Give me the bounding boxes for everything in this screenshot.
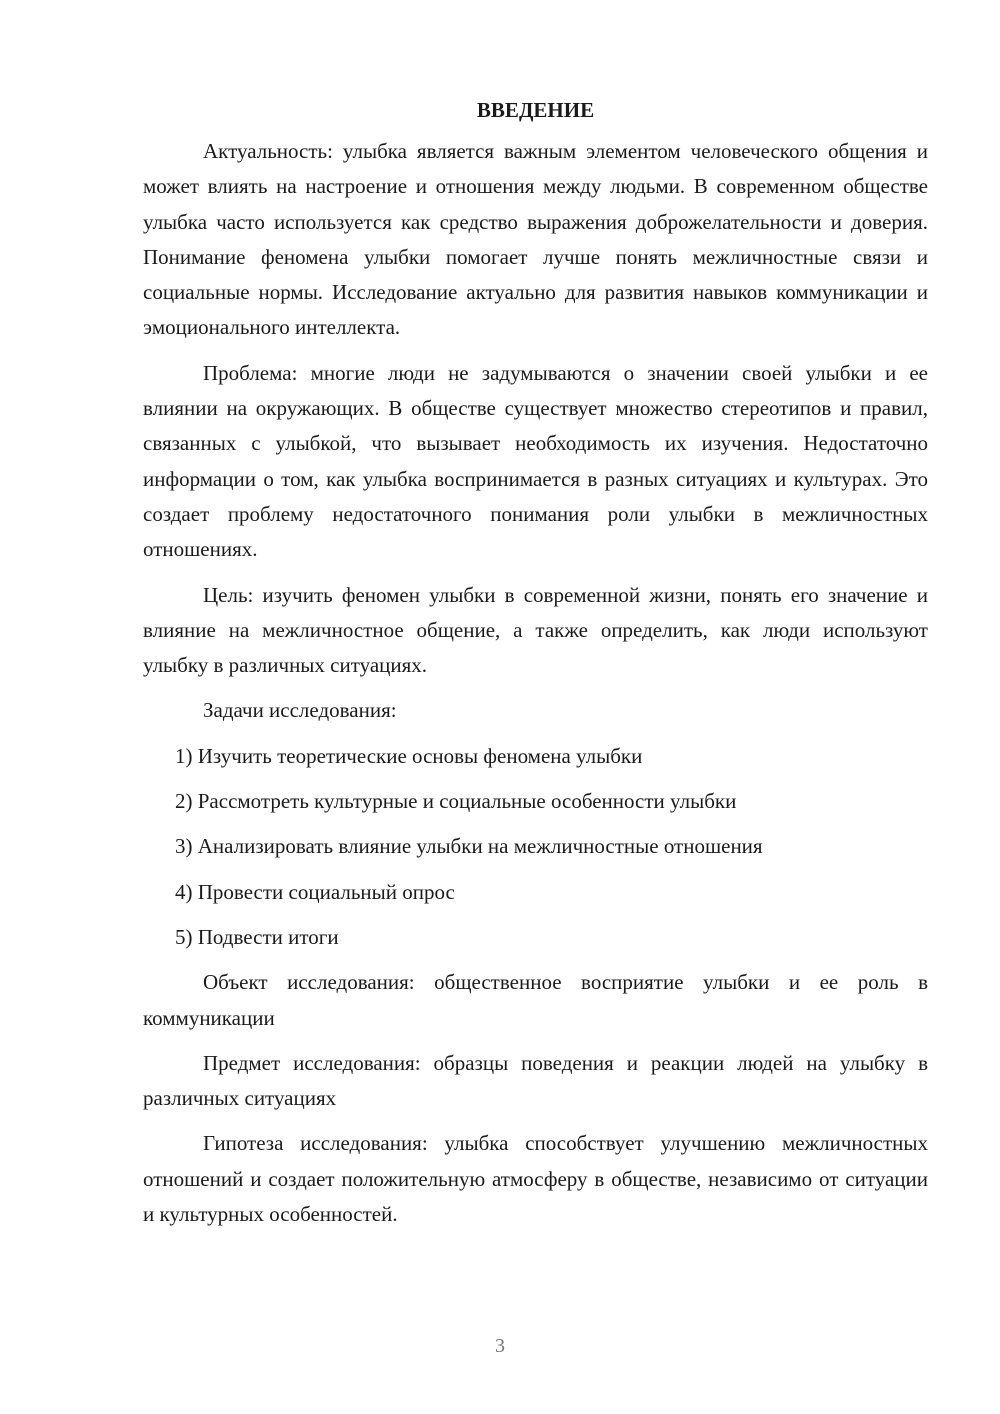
list-item: 5) Подвести итоги xyxy=(175,924,339,949)
paragraph-subject: Предмет исследования: образцы поведения и реакции людей на улыбку в различных ситуациях xyxy=(143,1050,928,1111)
list-item: 1) Изучить теоретические основы феномена улыбки xyxy=(175,743,643,768)
list-item: 2) Рассмотреть культурные и социальные особенности улыбки xyxy=(175,789,737,814)
paragraph-tasks-title: Задачи исследования: xyxy=(203,698,397,723)
tasks-list xyxy=(143,739,928,955)
paragraph-object: Объект исследования: общественное восприятие улыбки и ее роль в коммуникации xyxy=(143,970,928,1030)
section-heading: ВВЕДЕНИЕ xyxy=(476,98,595,122)
paragraph-relevance: Актуальность: улыбка является важным элементом человеческого общения и может влиять на настроение и отношения между людьми. В современном обществе улыбка часто используется как средство выражения доброжелательности и доверия. Понимание феномена улыбки помогает лучше понять межличностные связи и социальные нормы. Исследование актуально для развития навыков коммуникации и эмоционального интеллекта. xyxy=(143,139,928,340)
page-number: 3 xyxy=(495,1335,505,1357)
document-page xyxy=(143,96,928,1232)
paragraph-goal: Цель: изучить феномен улыбки в современной жизни, понять его значение и влияние на межличностное общение, а также определить, как люди используют улыбку в различных ситуациях. xyxy=(143,582,928,678)
list-item: 3) Анализировать влияние улыбки на межличностные отношения xyxy=(175,834,763,859)
paragraph-hypothesis: Гипотеза исследования: улыбка способствует улучшению межличностных отношений и создает положительную атмосферу в обществе, независимо от ситуации и культурных особенностей. xyxy=(143,1131,928,1227)
list-item: 4) Провести социальный опрос xyxy=(175,879,455,904)
paragraph-problem: Проблема: многие люди не задумываются о значении своей улыбки и ее влиянии на окружающих. В обществе существует множество стереотипов и правил, связанных с улыбкой, что вызывает необходимость их изучения. Недостаточно информации о том, как улыбка воспринимается в разных ситуациях и культурах. Это создает проблему недостаточного понимания роли улыбки в межличностных отношениях. xyxy=(143,360,928,562)
